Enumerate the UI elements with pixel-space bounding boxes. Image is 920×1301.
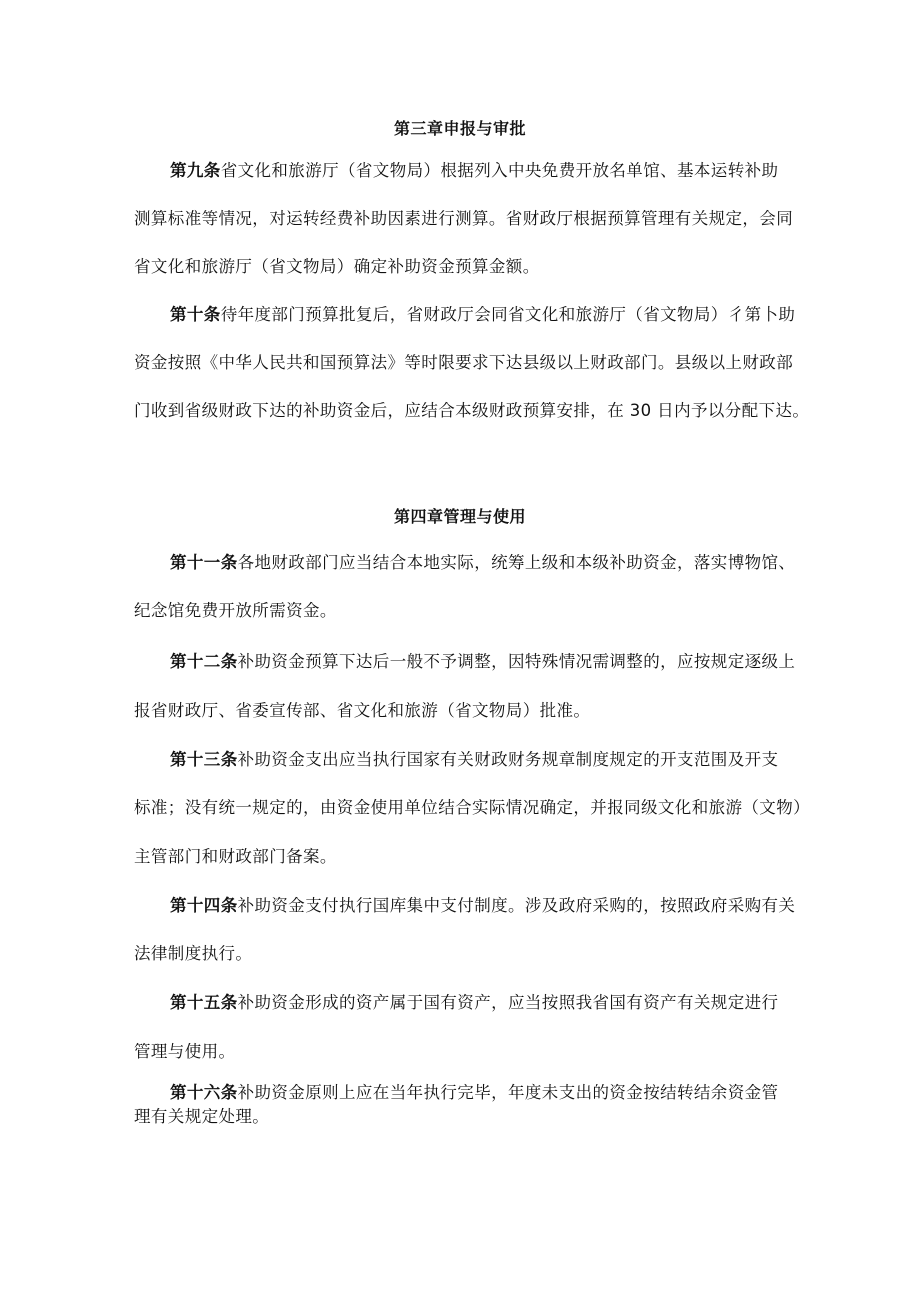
chapter-4-title: 第四章管理与使用 <box>393 507 526 526</box>
article-15-line-2: 管理与使用。 <box>134 1042 236 1061</box>
article-10-line-1: 第十条待年度部门预算批复后，省财政厅会同省文化和旅游厅（省文物局）彳第卜助 <box>170 305 796 324</box>
article-9-line-1: 第九条省文化和旅游厅（省文物局）根据列入中央免费开放名单馆、基本运转补助 <box>170 161 779 180</box>
article-11-label: 第十一条 <box>170 553 238 572</box>
article-13-line-1: 第十三条补助资金支出应当执行国家有关财政财务规章制度规定的开支范围及开支 <box>170 750 779 769</box>
article-13-line-3: 主管部门和财政部门备案。 <box>134 847 337 866</box>
article-13-line-2: 标准；没有统一规定的，由资金使用单位结合实际情况确定，并报同级文化和旅游（文物） <box>134 798 810 817</box>
article-11-line-2: 纪念馆免费开放所需资金。 <box>134 601 337 620</box>
article-15-line-1: 第十五条补助资金形成的资产属于国有资产，应当按照我省国有资产有关规定进行 <box>170 993 779 1012</box>
article-12-line-2: 报省财政厅、省委宣传部、省文化和旅游（省文物局）批准。 <box>134 701 591 720</box>
article-13-label: 第十三条 <box>170 750 238 769</box>
article-10-line-2: 资金按照《中华人民共和国预算法》等时限要求下达县级以上财政部门。县级以上财政部 <box>134 353 794 372</box>
article-15-label: 第十五条 <box>170 993 238 1012</box>
article-11-line-1: 第十一条各地财政部门应当结合本地实际，统筹上级和本级补助资金，落实博物馆、 <box>170 553 796 572</box>
article-14-label: 第十四条 <box>170 896 238 915</box>
article-12-line-1: 第十二条补助资金预算下达后一般不予调整，因特殊情况需调整的，应按规定逐级上 <box>170 652 796 671</box>
article-16-line-2: 理有关规定处理。 <box>134 1107 270 1126</box>
article-9-label: 第九条 <box>170 161 221 180</box>
article-10-label: 第十条 <box>170 305 221 324</box>
article-9-line-3: 省文化和旅游厅（省文物局）确定补助资金预算金额。 <box>134 257 540 276</box>
article-16-label: 第十六条 <box>170 1083 238 1102</box>
article-14-line-1: 第十四条补助资金支付执行国库集中支付制度。涉及政府采购的，按照政府采购有关 <box>170 896 796 915</box>
article-12-label: 第十二条 <box>170 652 238 671</box>
chapter-3-title: 第三章申报与审批 <box>393 119 526 138</box>
article-16-line-1: 第十六条补助资金原则上应在当年执行完毕，年度未支出的资金按结转结余资金管 <box>170 1083 779 1102</box>
article-14-line-2: 法律制度执行。 <box>134 944 253 963</box>
article-9-line-2: 测算标准等情况，对运转经费补助因素进行测算。省财政厅根据预算管理有关规定，会同 <box>134 209 794 228</box>
article-10-line-3: 门收到省级财政下达的补助资金后，应结合本级财政预算安排，在 30 日内予以分配下达。 <box>134 401 810 420</box>
